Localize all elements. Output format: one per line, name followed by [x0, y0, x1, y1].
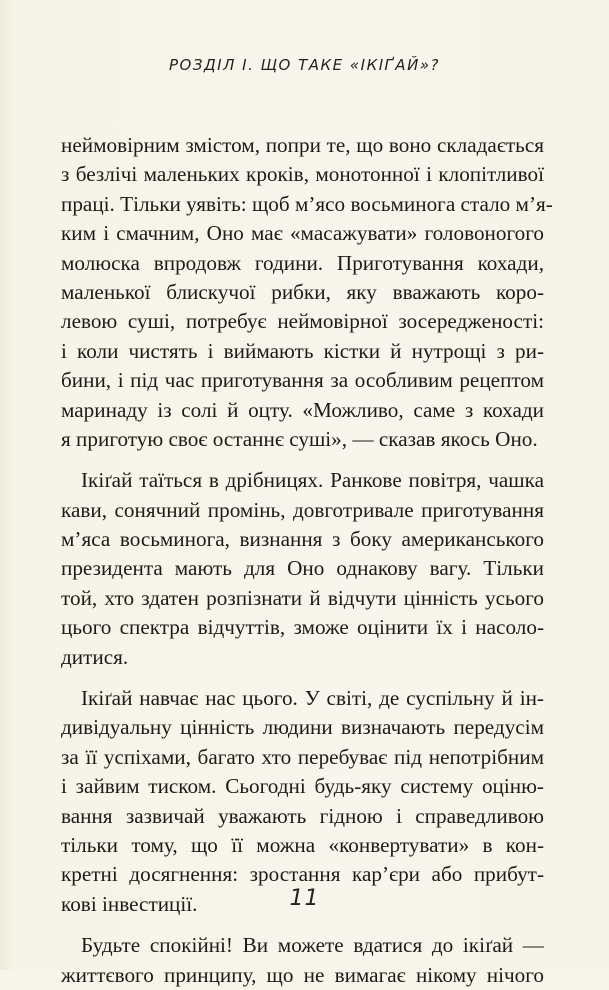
text-line: Будьте спокійні! Ви можете вдатися до ікіґай —: [81, 933, 544, 958]
text-line: Ікіґай таїться в дрібницях. Ранкове повітря, чашка: [81, 468, 544, 493]
paragraph-gap: [61, 919, 544, 931]
text-line: з безлічі маленьких кроків, монотонної і клопітливої: [61, 162, 544, 187]
text-line: за її успіхами, багато хто перебуває під непотрібним: [61, 744, 544, 769]
text-line: дитися.: [61, 644, 129, 669]
paragraph: [61, 684, 544, 919]
text-line: кави, сонячний промінь, довготривале приготування: [61, 497, 544, 522]
text-line: і коли чистять і виймають кістки й нутрощі з ри-: [61, 338, 544, 363]
paragraph: [61, 131, 553, 454]
text-line: і зайвим тиском. Сьогодні будь-яку систему оціню-: [61, 774, 544, 799]
text-line: маринаду із солі й оцту. «Можливо, саме з кохади: [61, 397, 544, 422]
text-line: неймовірним змістом, попри те, що воно складається: [61, 133, 544, 157]
page-number: 11: [289, 886, 320, 911]
text-line: левою суші, потребує неймовірної зосередженості:: [61, 309, 544, 334]
text-line: Ікіґай навчає нас цього. У світі, де суспільну й ін-: [81, 686, 544, 711]
running-header: РОЗДІЛ І. ЩО ТАКЕ «ІКІҐАЙ»?: [168, 56, 441, 74]
text-line: тільки тому, що її можна «конвертувати» в кон-: [61, 832, 544, 857]
text-line: бини, і під час приготування за особливим рецептом: [61, 368, 544, 393]
text-line: цього спектра відчуттів, зможе оцінити їх і насоло-: [61, 615, 544, 640]
paragraph-gap: [61, 672, 544, 684]
text-line: праці. Тільки уявіть: щоб м’ясо восьминога стало м’я-: [61, 191, 553, 216]
paragraph: [61, 931, 544, 990]
text-line: той, хто здатен розпізнати й відчути цінність усього: [61, 585, 544, 610]
text-line: президента мають для Оно однакову вагу. Тільки: [61, 556, 544, 581]
text-line: м’яса восьминога, визнання з боку американського: [61, 527, 544, 552]
text-line: життєвого принципу, що не вимагає нікому нічого: [61, 962, 544, 987]
paragraph: [61, 466, 544, 672]
text-line: кретні досягнення: зростання кар’єри або прибут-: [61, 862, 544, 887]
paragraph-gap: [61, 454, 544, 466]
text-line: кові інвестиції.: [61, 891, 198, 916]
body-text: [61, 131, 553, 990]
text-line: молюска впродовж години. Приготування кохади,: [61, 250, 544, 275]
text-line: вання зазвичай уважають гідною і справедливою: [61, 803, 544, 828]
text-line: я приготую своє останнє суші», — сказав якось Оно.: [61, 426, 538, 451]
text-line: маленької блискучої рибки, яку вважають коро-: [61, 279, 544, 304]
text-line: дивідуальну цінність людини визначають передусім: [61, 715, 544, 740]
text-line: ким і смачним, Оно має «масажувати» головоногого: [61, 221, 544, 246]
